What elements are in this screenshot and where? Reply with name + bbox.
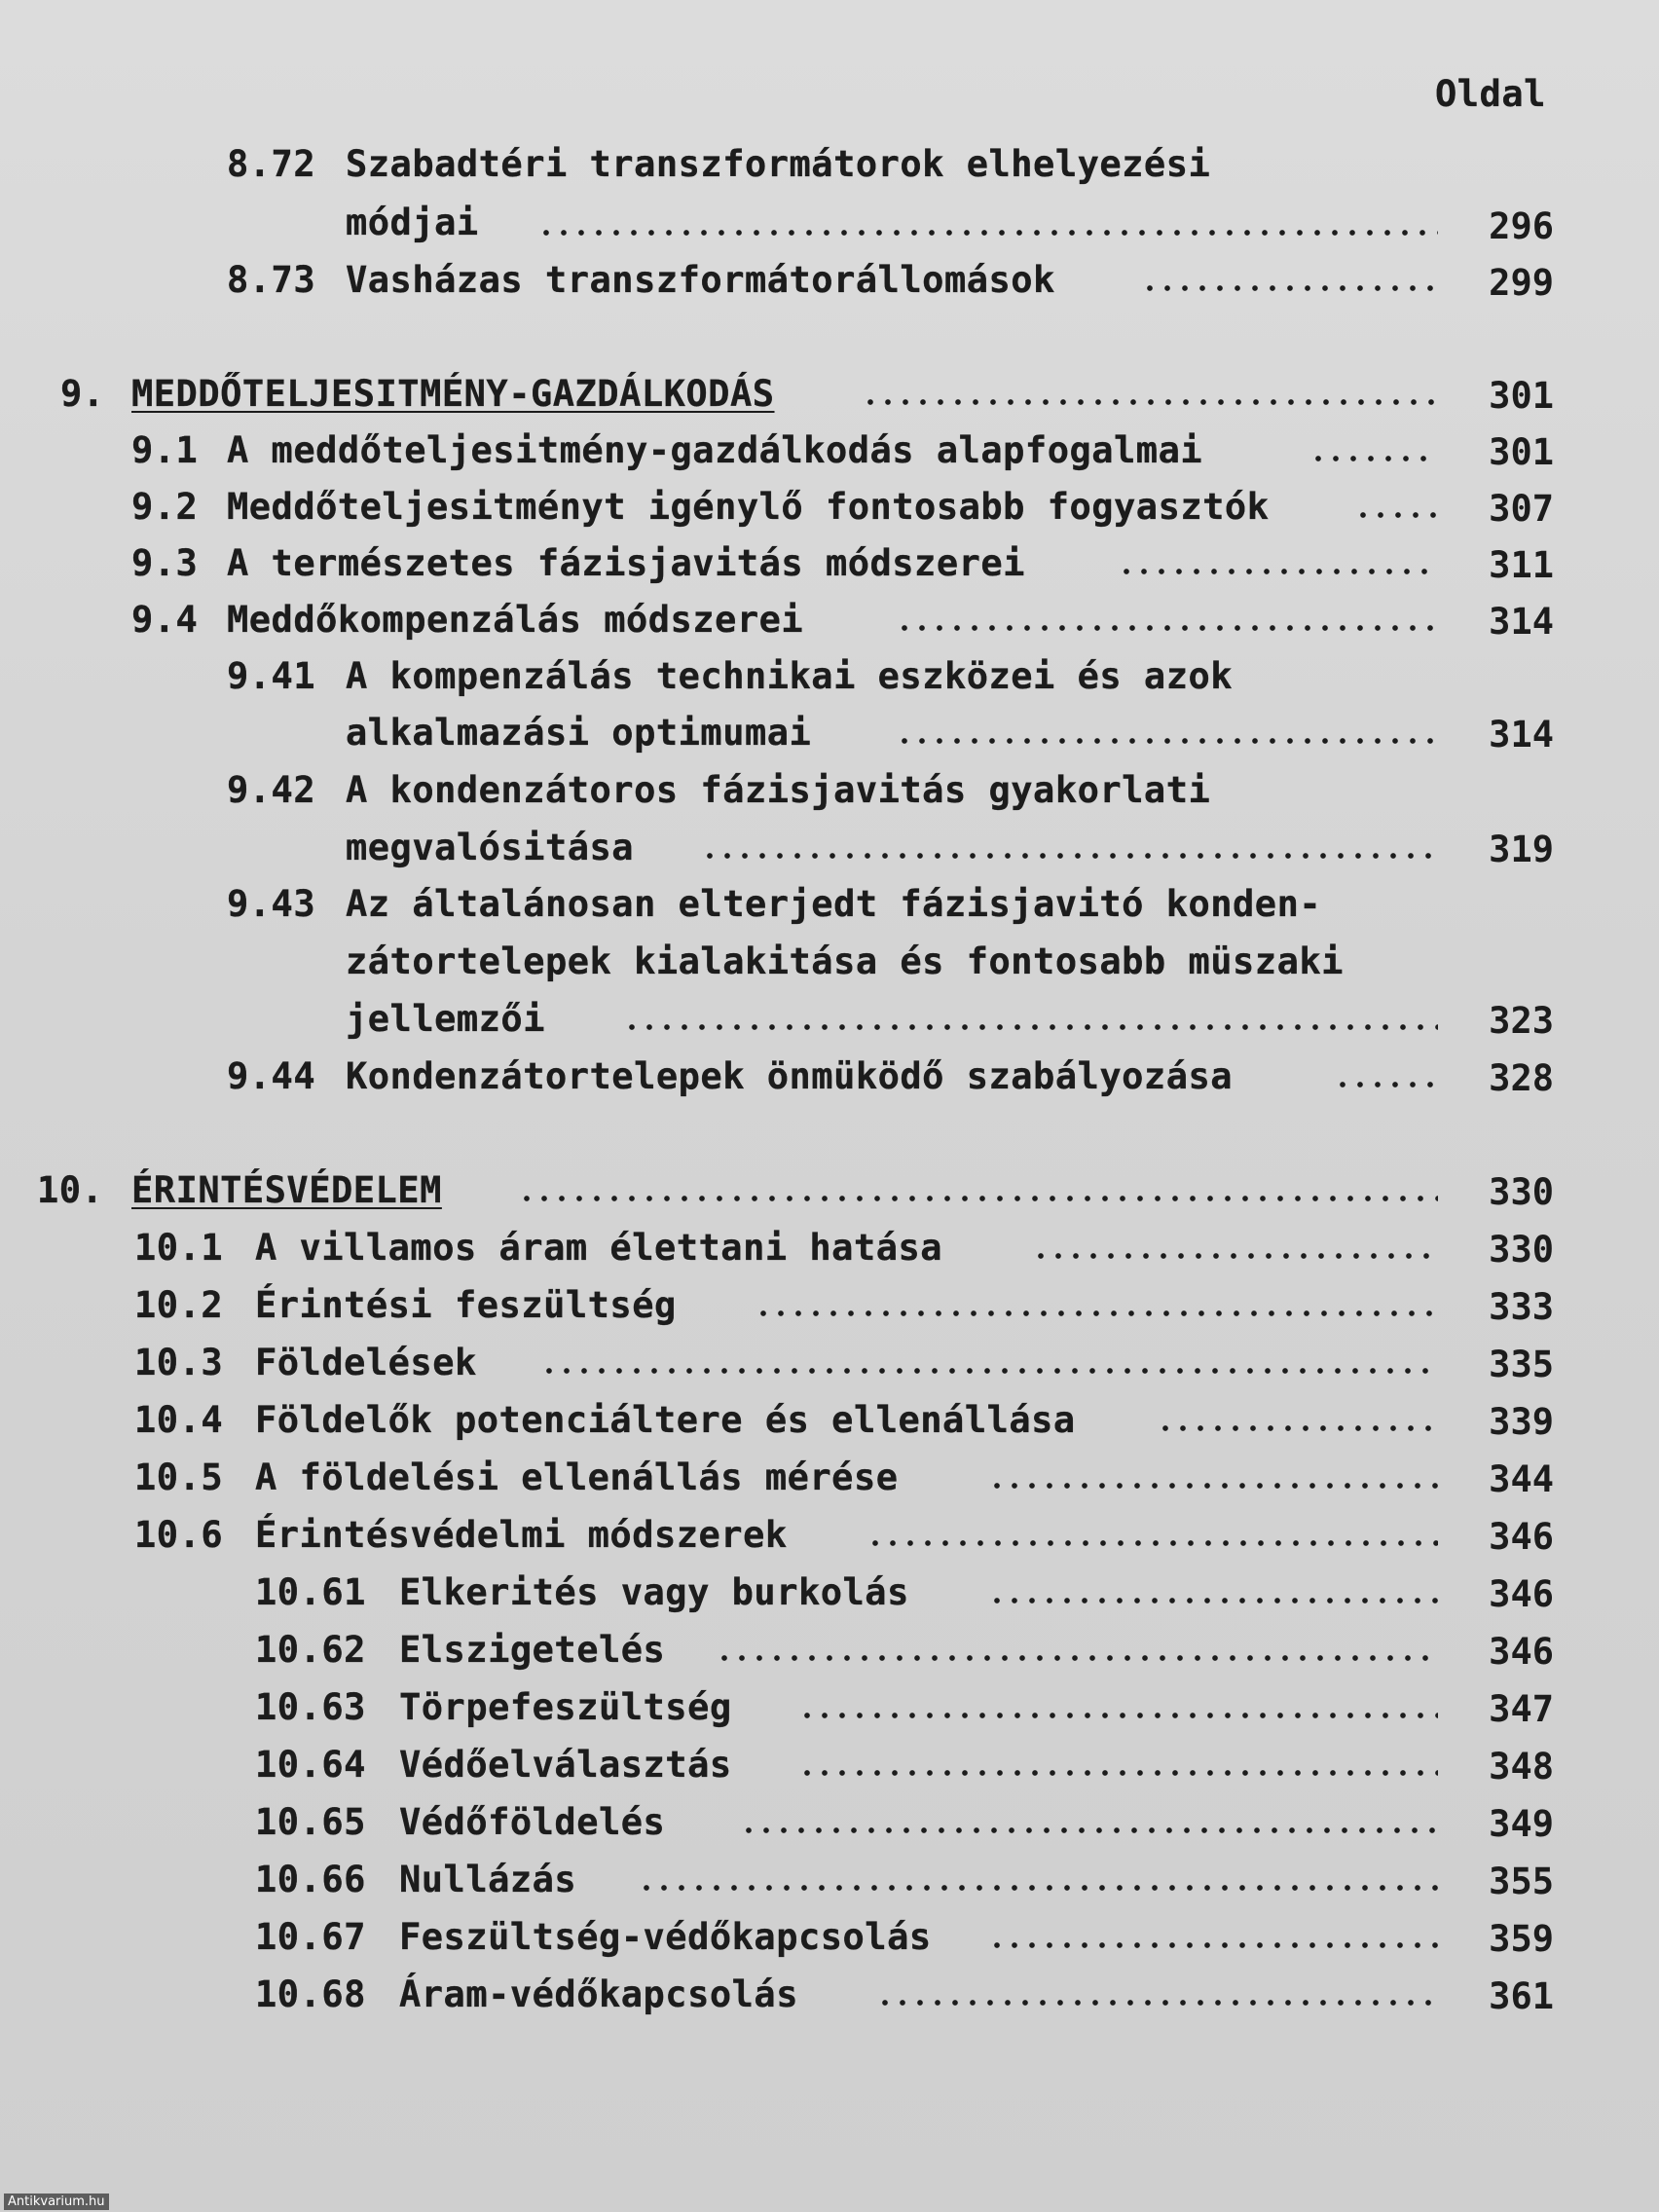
chapter-number: 9. [60,373,105,415]
toc-number: 10.67 [255,1916,366,1958]
leader-dots [988,1597,1438,1604]
leader-dots [716,1654,1438,1662]
toc-title: Kondenzátortelepek önmüködő szabályozása [346,1055,1234,1097]
leader-dots [896,737,1438,745]
toc-title: Meddőkompenzálás módszerei [227,599,804,641]
toc-number: 10.68 [255,1973,366,2015]
toc-title: Érintési feszültség [255,1284,677,1326]
leader-dots [1032,1252,1438,1260]
toc-page-number: 335 [1489,1344,1554,1385]
toc-number: 10.6 [134,1514,224,1556]
toc-title: Földelések [255,1342,477,1383]
leader-dots [740,1826,1438,1834]
toc-number: 10.62 [255,1629,366,1671]
toc-number: 10.1 [134,1227,224,1269]
toc-number: 9.42 [227,769,316,811]
toc-title: Nullázás [399,1859,577,1900]
toc-number: 10.4 [134,1399,224,1441]
leader-dots [623,1023,1438,1031]
toc-page-number: 301 [1489,431,1554,473]
toc-page-number: 330 [1489,1229,1554,1271]
toc-title: A kondenzátoros fázisjavitás gyakorlati [346,769,1211,811]
toc-title: Áram-védőkapcsolás [399,1973,798,2015]
toc-number: 8.72 [227,143,316,185]
chapter-title: MEDDŐTELJESITMÉNY-GAZDÁLKODÁS [131,373,775,415]
site-watermark: Antikvarium.hu [4,2194,109,2210]
toc-title: Feszültség-védőkapcsolás [399,1916,932,1958]
chapter-number: 10. [37,1169,104,1211]
toc-title: megvalósitása [346,827,635,868]
toc-page-number: 344 [1489,1458,1554,1500]
toc-page-number: 319 [1489,829,1554,870]
toc-title: Védőelválasztás [399,1744,732,1786]
toc-number: 9.43 [227,883,316,925]
toc-title: Földelők potenciáltere és ellenállása [255,1399,1076,1441]
leader-dots [755,1309,1438,1317]
toc-number: 9.44 [227,1055,316,1097]
toc-title: A meddőteljesitmény-gazdálkodás alapfogalmai [227,429,1203,471]
toc-number: 9.4 [131,599,199,641]
toc-number: 10.3 [134,1342,224,1383]
toc-title: jellemzői [346,998,545,1040]
toc-page-number: 348 [1489,1746,1554,1788]
toc-title: Érintésvédelmi módszerek [255,1514,788,1556]
toc-page-number: 323 [1489,1000,1554,1042]
toc-number: 9.3 [131,542,199,584]
leader-dots [1354,511,1438,519]
toc-title: módjai [346,202,479,243]
toc-title: Vasházas transzformátorállomások [346,259,1055,301]
leader-dots [1309,455,1438,462]
toc-title: A természetes fázisjavitás módszerei [227,542,1025,584]
toc-page-number: 347 [1489,1688,1554,1730]
leader-dots [518,1195,1438,1202]
leader-dots [540,1367,1438,1375]
toc-page-number: 314 [1489,601,1554,643]
toc-page-number: 307 [1489,488,1554,530]
leader-dots [701,852,1438,860]
leader-dots [896,624,1438,632]
toc-title: alkalmazási optimumai [346,712,812,754]
toc-title: Elkerités vagy burkolás [399,1571,909,1613]
toc-number: 10.63 [255,1686,366,1728]
leader-dots [988,1482,1438,1490]
leader-dots [1157,1424,1438,1432]
toc-page-number: 346 [1489,1631,1554,1673]
toc-page-number: 359 [1489,1918,1554,1960]
leader-dots [638,1884,1438,1892]
toc-title: Elszigetelés [399,1629,666,1671]
toc-title: Törpefeszültség [399,1686,732,1728]
page-column-header: Oldal [1435,73,1546,115]
leader-dots [1334,1081,1438,1088]
toc-title: A villamos áram élettani hatása [255,1227,943,1269]
toc-page-number: 328 [1489,1057,1554,1099]
toc-number: 10.5 [134,1456,224,1498]
toc-title: Szabadtéri transzformátorok elhelyezési [346,143,1211,185]
toc-title: Meddőteljesitményt igénylő fontosabb fogyasztók [227,486,1270,528]
toc-number: 8.73 [227,259,316,301]
toc-title: Védőföldelés [399,1801,666,1843]
toc-number: 10.64 [255,1744,366,1786]
toc-number: 10.66 [255,1859,366,1900]
toc-title: zátortelepek kialakitása és fontosabb müszaki [346,940,1344,982]
leader-dots [862,398,1438,406]
toc-page-number: 330 [1489,1171,1554,1213]
toc-number: 10.65 [255,1801,366,1843]
leader-dots [988,1941,1438,1949]
toc-number: 9.41 [227,655,316,697]
leader-dots [866,1539,1438,1547]
toc-page-number: 314 [1489,714,1554,756]
toc-title: Az általánosan elterjedt fázisjavitó konden- [346,883,1322,925]
toc-page-number: 299 [1489,262,1554,304]
toc-page-number: 346 [1489,1516,1554,1558]
leader-dots [1118,568,1438,575]
toc-page-number: 339 [1489,1401,1554,1443]
toc-number: 10.61 [255,1571,366,1613]
toc-number: 9.2 [131,486,199,528]
toc-title: A kompenzálás technikai eszközei és azok [346,655,1234,697]
toc-title: A földelési ellenállás mérése [255,1456,899,1498]
toc-number: 10.2 [134,1284,224,1326]
leader-dots [537,229,1438,237]
leader-dots [1141,284,1438,292]
toc-page-number: 346 [1489,1573,1554,1615]
leader-dots [798,1712,1438,1719]
leader-dots [876,1999,1438,2007]
toc-page-number: 333 [1489,1286,1554,1328]
toc-page-number: 296 [1489,205,1554,247]
toc-page-number: 311 [1489,544,1554,586]
toc-page-number: 349 [1489,1803,1554,1845]
leader-dots [798,1769,1438,1777]
toc-number: 9.1 [131,429,199,471]
toc-page-number: 361 [1489,1975,1554,2017]
toc-page-number: 301 [1489,375,1554,417]
chapter-title: ÉRINTÉSVÉDELEM [131,1169,442,1211]
toc-page-number: 355 [1489,1861,1554,1902]
